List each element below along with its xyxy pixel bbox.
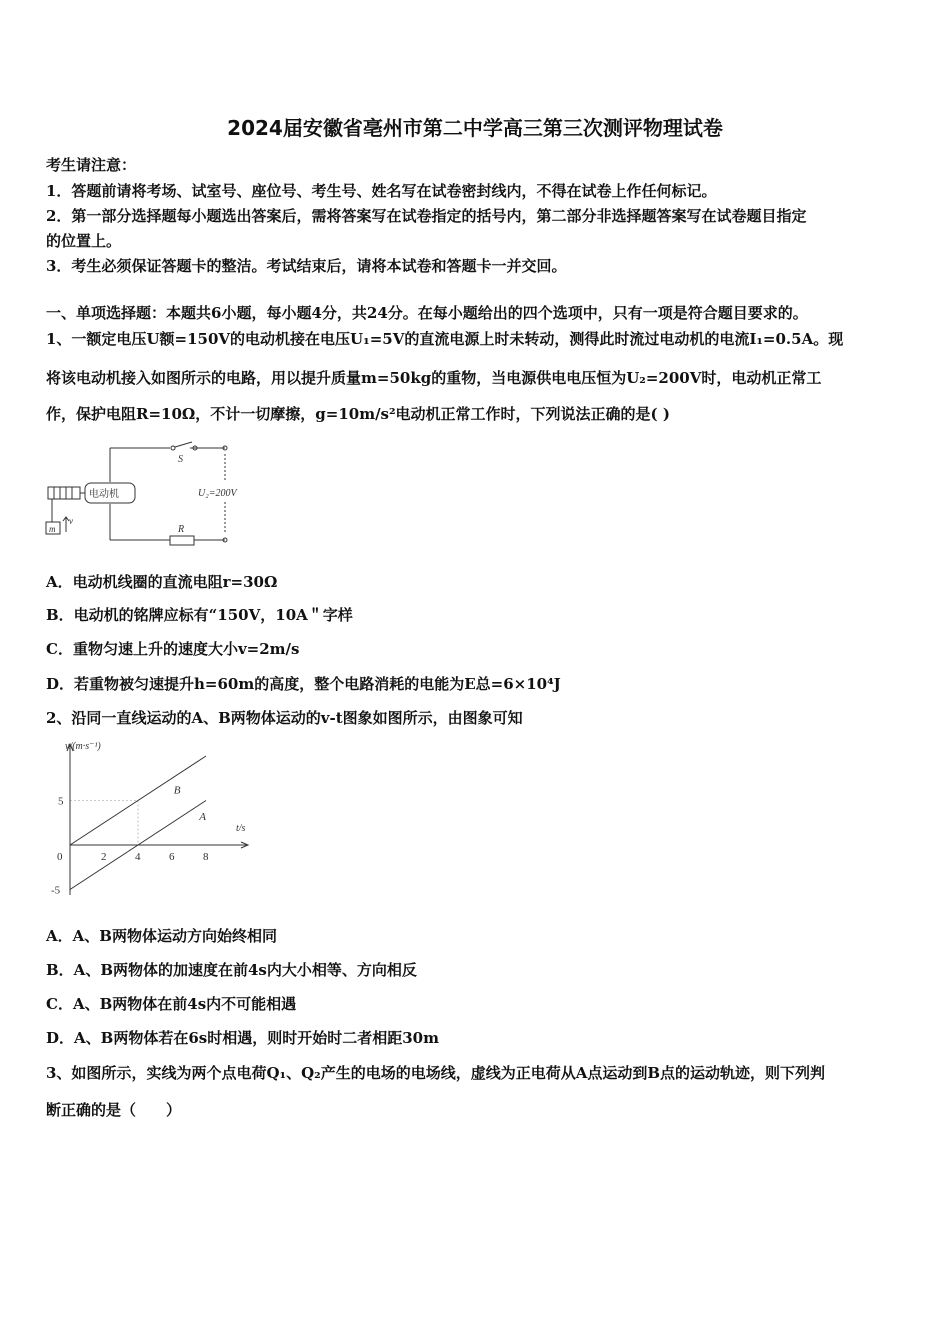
q1-stem-line: 作，保护电阻R=10Ω，不计一切摩擦，g=10m/s²电动机正常工作时，下列说法正确的是( )	[46, 405, 670, 423]
notice-item: 2．第一部分选择题每小题选出答案后，需将答案写在试卷指定的括号内，第二部分非选择题答案写在试卷题目指定	[46, 207, 807, 225]
switch-label: S	[178, 454, 183, 465]
x-tick-label: 8	[203, 851, 209, 863]
x-tick-label: 4	[135, 851, 141, 863]
series-label-B: B	[173, 784, 181, 797]
q1-stem-line: 将该电动机接入如图所示的电路，用以提升质量m=50kg的重物，当电源供电电压恒为U₂=200V时，电动机正常工	[46, 369, 822, 387]
series-label-A: A	[199, 811, 206, 824]
section-heading: 一、单项选择题：本题共6小题，每小题4分，共24分。在每小题给出的四个选项中，只有一项是符合题目要求的。	[46, 304, 808, 322]
q3-stem-line: 断正确的是（ ）	[46, 1101, 182, 1119]
notice-heading: 考生请注意：	[46, 156, 137, 174]
voltage-label: U₂=200V	[198, 488, 237, 499]
x-tick-label: 6	[169, 851, 175, 863]
x-axis-label: t/s	[236, 823, 246, 834]
y-axis-label: v/(m·s⁻¹)	[65, 741, 101, 752]
y-tick-label: 5	[58, 795, 64, 808]
q2-stem: 2、沿同一直线运动的A、B两物体运动的v-t图象如图所示，由图象可知	[46, 709, 523, 727]
motor-label: 电动机	[89, 489, 119, 500]
notice-item: 1．答题前请将考场、试室号、座位号、考生号、姓名写在试卷密封线内，不得在试卷上作任何标记。	[46, 182, 717, 200]
q1-option-a: A．电动机线圈的直流电阻r=30Ω	[46, 573, 278, 591]
mass-label: m	[49, 524, 56, 534]
q2-option-b: B．A、B两物体的加速度在前4s内大小相等、方向相反	[46, 961, 417, 979]
q1-option-d: D．若重物被匀速提升h=60m的高度，整个电路消耗的电能为E总=6×10⁴J	[46, 675, 561, 693]
q2-vt-chart	[40, 735, 265, 895]
q1-option-c: C．重物匀速上升的速度大小v=2m/s	[46, 640, 300, 658]
resistor-label: R	[178, 524, 185, 535]
x-tick-label: 2	[101, 851, 107, 863]
page-title: 2024届安徽省亳州市第二中学高三第三次测评物理试卷	[227, 116, 723, 140]
y-tick-label: -5	[51, 884, 61, 895]
q1-stem-line: 1、一额定电压U额=150V的电动机接在电压U₁=5V的直流电源上时未转动，测得此时流过电动机的电流I₁=0.5A。现	[46, 330, 844, 348]
notice-item: 的位置上。	[46, 232, 122, 250]
q1-circuit-figure	[40, 440, 260, 555]
q3-stem-line: 3、如图所示，实线为两个点电荷Q₁、Q₂产生的电场的电场线，虚线为正电荷从A点运动到B点的运动轨迹，则下列判	[46, 1064, 826, 1082]
q1-option-b: B．电动机的铭牌应标有“150V，10A＂字样	[46, 606, 353, 624]
q2-option-c: C．A、B两物体在前4s内不可能相遇	[46, 995, 297, 1013]
q2-option-a: A．A、B两物体运动方向始终相同	[46, 927, 277, 945]
x-tick-label: 0	[57, 851, 63, 863]
notice-item: 3．考生必须保证答题卡的整洁。考试结束后，请将本试卷和答题卡一并交回。	[46, 257, 567, 275]
q2-option-d: D．A、B两物体若在6s时相遇，则时开始时二者相距30m	[46, 1029, 439, 1047]
velocity-label: v	[69, 516, 73, 526]
